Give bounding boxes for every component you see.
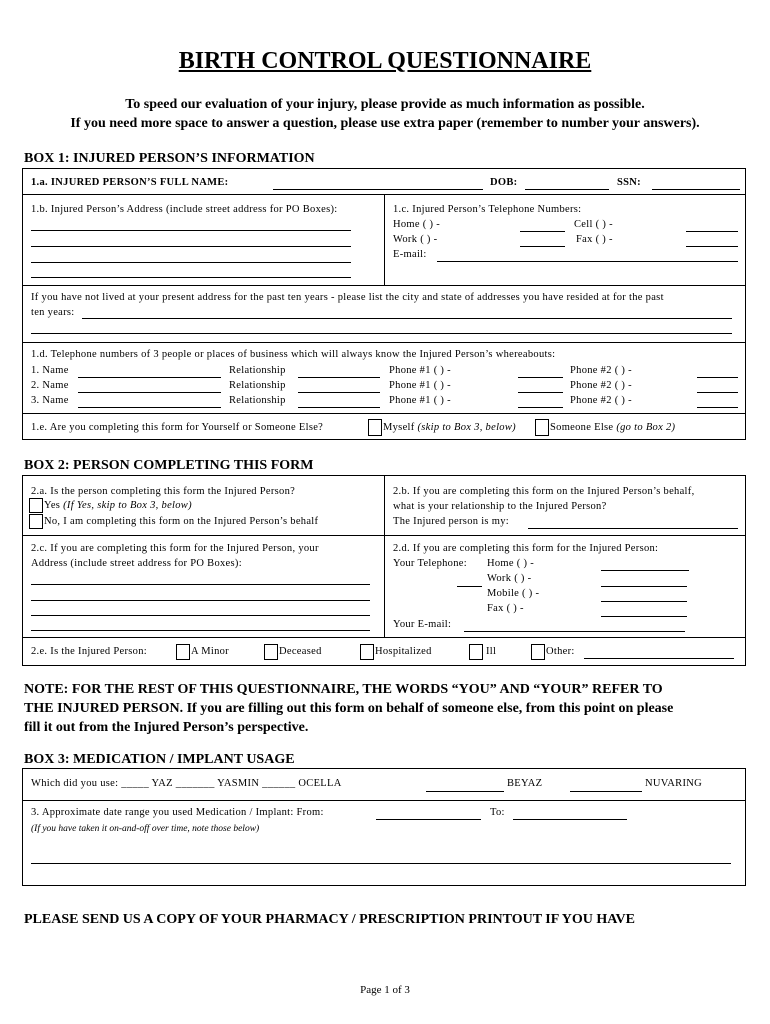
contact-phone1-label: Phone #1 ( ) - — [389, 380, 451, 391]
divider — [22, 535, 746, 536]
ill-label: Ill — [486, 646, 497, 657]
note-line-3: fill it out from the Injured Person’s perspective. — [24, 720, 309, 735]
contact-name-field[interactable] — [78, 407, 221, 408]
to-date-field[interactable] — [513, 819, 627, 820]
no-label: No, I am completing this form on the Injured Person’s behalf — [44, 516, 319, 527]
divider — [22, 637, 746, 638]
contact-name-label: 2. Name — [31, 380, 69, 391]
dob-label: DOB: — [490, 177, 518, 188]
deceased-label: Deceased — [279, 646, 322, 657]
beyaz-field[interactable] — [426, 791, 504, 792]
send-printout-notice: PLEASE SEND US A COPY OF YOUR PHARMACY / PRESCRIPTION PRINTOUT IF YOU HAVE — [24, 912, 636, 927]
contact-phone1-field[interactable] — [518, 392, 563, 393]
q2c-label-2: Address (include street address for PO Boxes): — [31, 558, 242, 569]
email-field[interactable] — [437, 261, 738, 262]
contact-phone2-label: Phone #2 ( ) - — [570, 380, 632, 391]
contact-phone1-label: Phone #1 ( ) - — [389, 395, 451, 406]
ill-checkbox[interactable] — [469, 644, 483, 660]
contact-phone2-label: Phone #2 ( ) - — [570, 365, 632, 376]
address-line-3[interactable] — [31, 262, 351, 263]
contact-phone2-field[interactable] — [697, 407, 738, 408]
divider — [384, 475, 385, 637]
hospitalized-label: Hospitalized — [375, 646, 432, 657]
nuvaring-field[interactable] — [570, 791, 642, 792]
phone-home: Home ( ) - — [393, 219, 441, 230]
q2c-label: 2.c. If you are completing this form for the Injured Person, your — [31, 543, 319, 554]
note-line-1: NOTE: FOR THE REST OF THIS QUESTIONNAIRE, THE WORDS “YOU” AND “YOUR” REFER TO — [24, 682, 663, 697]
tel-home: Home ( ) - — [487, 558, 535, 569]
completer-address-1[interactable] — [31, 584, 370, 585]
tel-mobile-field[interactable] — [601, 601, 687, 602]
address-line-1[interactable] — [31, 230, 351, 231]
contact-phone2-field[interactable] — [697, 377, 738, 378]
your-email-field[interactable] — [464, 631, 685, 632]
q3-note: (If you have taken it on-and-off over time, note those below) — [31, 824, 260, 834]
contact-phone1-field[interactable] — [518, 407, 563, 408]
contact-phone2-field[interactable] — [697, 392, 738, 393]
q2e-label: 2.e. Is the Injured Person: — [31, 646, 147, 657]
beyaz-label: BEYAZ — [507, 778, 543, 789]
q2a-label: 2.a. Is the person completing this form the Injured Person? — [31, 486, 296, 497]
divider — [22, 800, 746, 801]
contact-phone1-field[interactable] — [518, 377, 563, 378]
phone-cell: Cell ( ) - — [574, 219, 613, 230]
box1-heading: BOX 1: INJURED PERSON’S INFORMATION — [24, 151, 315, 166]
relationship-field[interactable] — [528, 528, 738, 529]
email-label: E-mail: — [393, 249, 427, 260]
minor-label: A Minor — [191, 646, 229, 657]
myself-checkbox[interactable] — [368, 419, 382, 436]
box2-heading: BOX 2: PERSON COMPLETING THIS FORM — [24, 458, 314, 473]
to-label: To: — [490, 807, 505, 818]
q1a-label: 1.a. INJURED PERSON’S FULL NAME: — [31, 177, 229, 188]
divider — [22, 413, 746, 414]
past-address-field-2[interactable] — [31, 333, 732, 334]
tel-fax: Fax ( ) - — [487, 603, 524, 614]
ssn-field[interactable] — [652, 189, 740, 190]
intro-line-1: To speed our evaluation of your injury, please provide as much information as possible. — [125, 97, 645, 112]
page-number: Page 1 of 3 — [360, 984, 410, 996]
someone-else-label: Someone Else (go to Box 2) — [550, 422, 676, 433]
contact-relationship-label: Relationship — [229, 380, 286, 391]
divider — [22, 342, 746, 343]
tel-fax-field[interactable] — [601, 616, 687, 617]
contact-name-field[interactable] — [78, 392, 221, 393]
someone-else-checkbox[interactable] — [535, 419, 549, 436]
other-checkbox[interactable] — [531, 644, 545, 660]
no-checkbox[interactable] — [29, 514, 43, 529]
contact-relationship-field[interactable] — [298, 407, 380, 408]
note-line-2: THE INJURED PERSON. If you are filling out this form on behalf of someone else, from this point on please — [24, 701, 674, 716]
tel-work: Work ( ) - — [487, 573, 532, 584]
phone-cell-field[interactable] — [686, 231, 738, 232]
nuvaring-label: NUVARING — [645, 778, 703, 789]
usage-notes-field[interactable] — [31, 863, 731, 864]
address-line-2[interactable] — [31, 246, 351, 247]
q1e-label: 1.e. Are you completing this form for Yourself or Someone Else? — [31, 422, 324, 433]
from-date-field[interactable] — [376, 819, 481, 820]
tel-work-field[interactable] — [601, 586, 687, 587]
phone-fax: Fax ( ) - — [576, 234, 613, 245]
contact-phone2-label: Phone #2 ( ) - — [570, 395, 632, 406]
contact-relationship-label: Relationship — [229, 395, 286, 406]
q2b-label-3: The Injured person is my: — [393, 516, 509, 527]
tel-home-field[interactable] — [601, 570, 689, 571]
q2d-label: 2.d. If you are completing this form for the Injured Person: — [393, 543, 659, 554]
contact-relationship-label: Relationship — [229, 365, 286, 376]
myself-label: Myself (skip to Box 3, below) — [383, 422, 516, 433]
contact-phone1-label: Phone #1 ( ) - — [389, 365, 451, 376]
deceased-checkbox[interactable] — [264, 644, 278, 660]
yes-checkbox[interactable] — [29, 498, 43, 513]
contact-name-label: 1. Name — [31, 365, 69, 376]
past-address-label: If you have not lived at your present address for the past ten years - please list the city and state of addresses you have resided at for the past — [31, 292, 664, 303]
your-telephone-label: Your Telephone: — [393, 558, 467, 569]
completer-address-3[interactable] — [31, 615, 370, 616]
contact-name-label: 3. Name — [31, 395, 69, 406]
q3-label: 3. Approximate date range you used Medication / Implant: From: — [31, 807, 324, 818]
dob-field[interactable] — [525, 189, 609, 190]
contact-relationship-field[interactable] — [298, 377, 380, 378]
minor-checkbox[interactable] — [176, 644, 190, 660]
phone-fax-field[interactable] — [686, 246, 738, 247]
yes-label: Yes (If Yes, skip to Box 3, below) — [44, 500, 192, 511]
q2b-label-2: what is your relationship to the Injured Person? — [393, 501, 607, 512]
tel-mobile: Mobile ( ) - — [487, 588, 540, 599]
form-title: BIRTH CONTROL QUESTIONNAIRE — [178, 48, 592, 74]
divider — [22, 285, 746, 286]
q1d-label: 1.d. Telephone numbers of 3 people or places of business which will always know the Injured Person’s whereabouts: — [31, 349, 556, 360]
other-label: Other: — [546, 646, 575, 657]
address-line-4[interactable] — [31, 277, 351, 278]
past-address-label-2: ten years: — [31, 307, 75, 318]
completer-address-4[interactable] — [31, 630, 370, 631]
completer-address-2[interactable] — [31, 600, 370, 601]
ssn-label: SSN: — [617, 177, 641, 188]
full-name-field[interactable] — [273, 189, 483, 190]
q2b-label: 2.b. If you are completing this form on the Injured Person’s behalf, — [393, 486, 695, 497]
q1c-label: 1.c. Injured Person’s Telephone Numbers: — [393, 204, 582, 215]
contact-relationship-field[interactable] — [298, 392, 380, 393]
tel-work-lead[interactable] — [457, 586, 482, 587]
phone-work-field[interactable] — [520, 246, 565, 247]
contact-name-field[interactable] — [78, 377, 221, 378]
hospitalized-checkbox[interactable] — [360, 644, 374, 660]
phone-home-field[interactable] — [520, 231, 565, 232]
box3-heading: BOX 3: MEDICATION / IMPLANT USAGE — [24, 752, 295, 767]
your-email-label: Your E-mail: — [393, 619, 452, 630]
q1b-label: 1.b. Injured Person’s Address (include street address for PO Boxes): — [31, 204, 338, 215]
past-address-field-1[interactable] — [82, 318, 732, 319]
phone-work: Work ( ) - — [393, 234, 438, 245]
other-field[interactable] — [584, 658, 734, 659]
divider — [384, 194, 385, 285]
intro-line-2: If you need more space to answer a question, please use extra paper (remember to number your answers). — [70, 116, 700, 131]
which-used-label: Which did you use: _____ YAZ _______ YASMIN ______ OCELLA — [31, 778, 342, 789]
